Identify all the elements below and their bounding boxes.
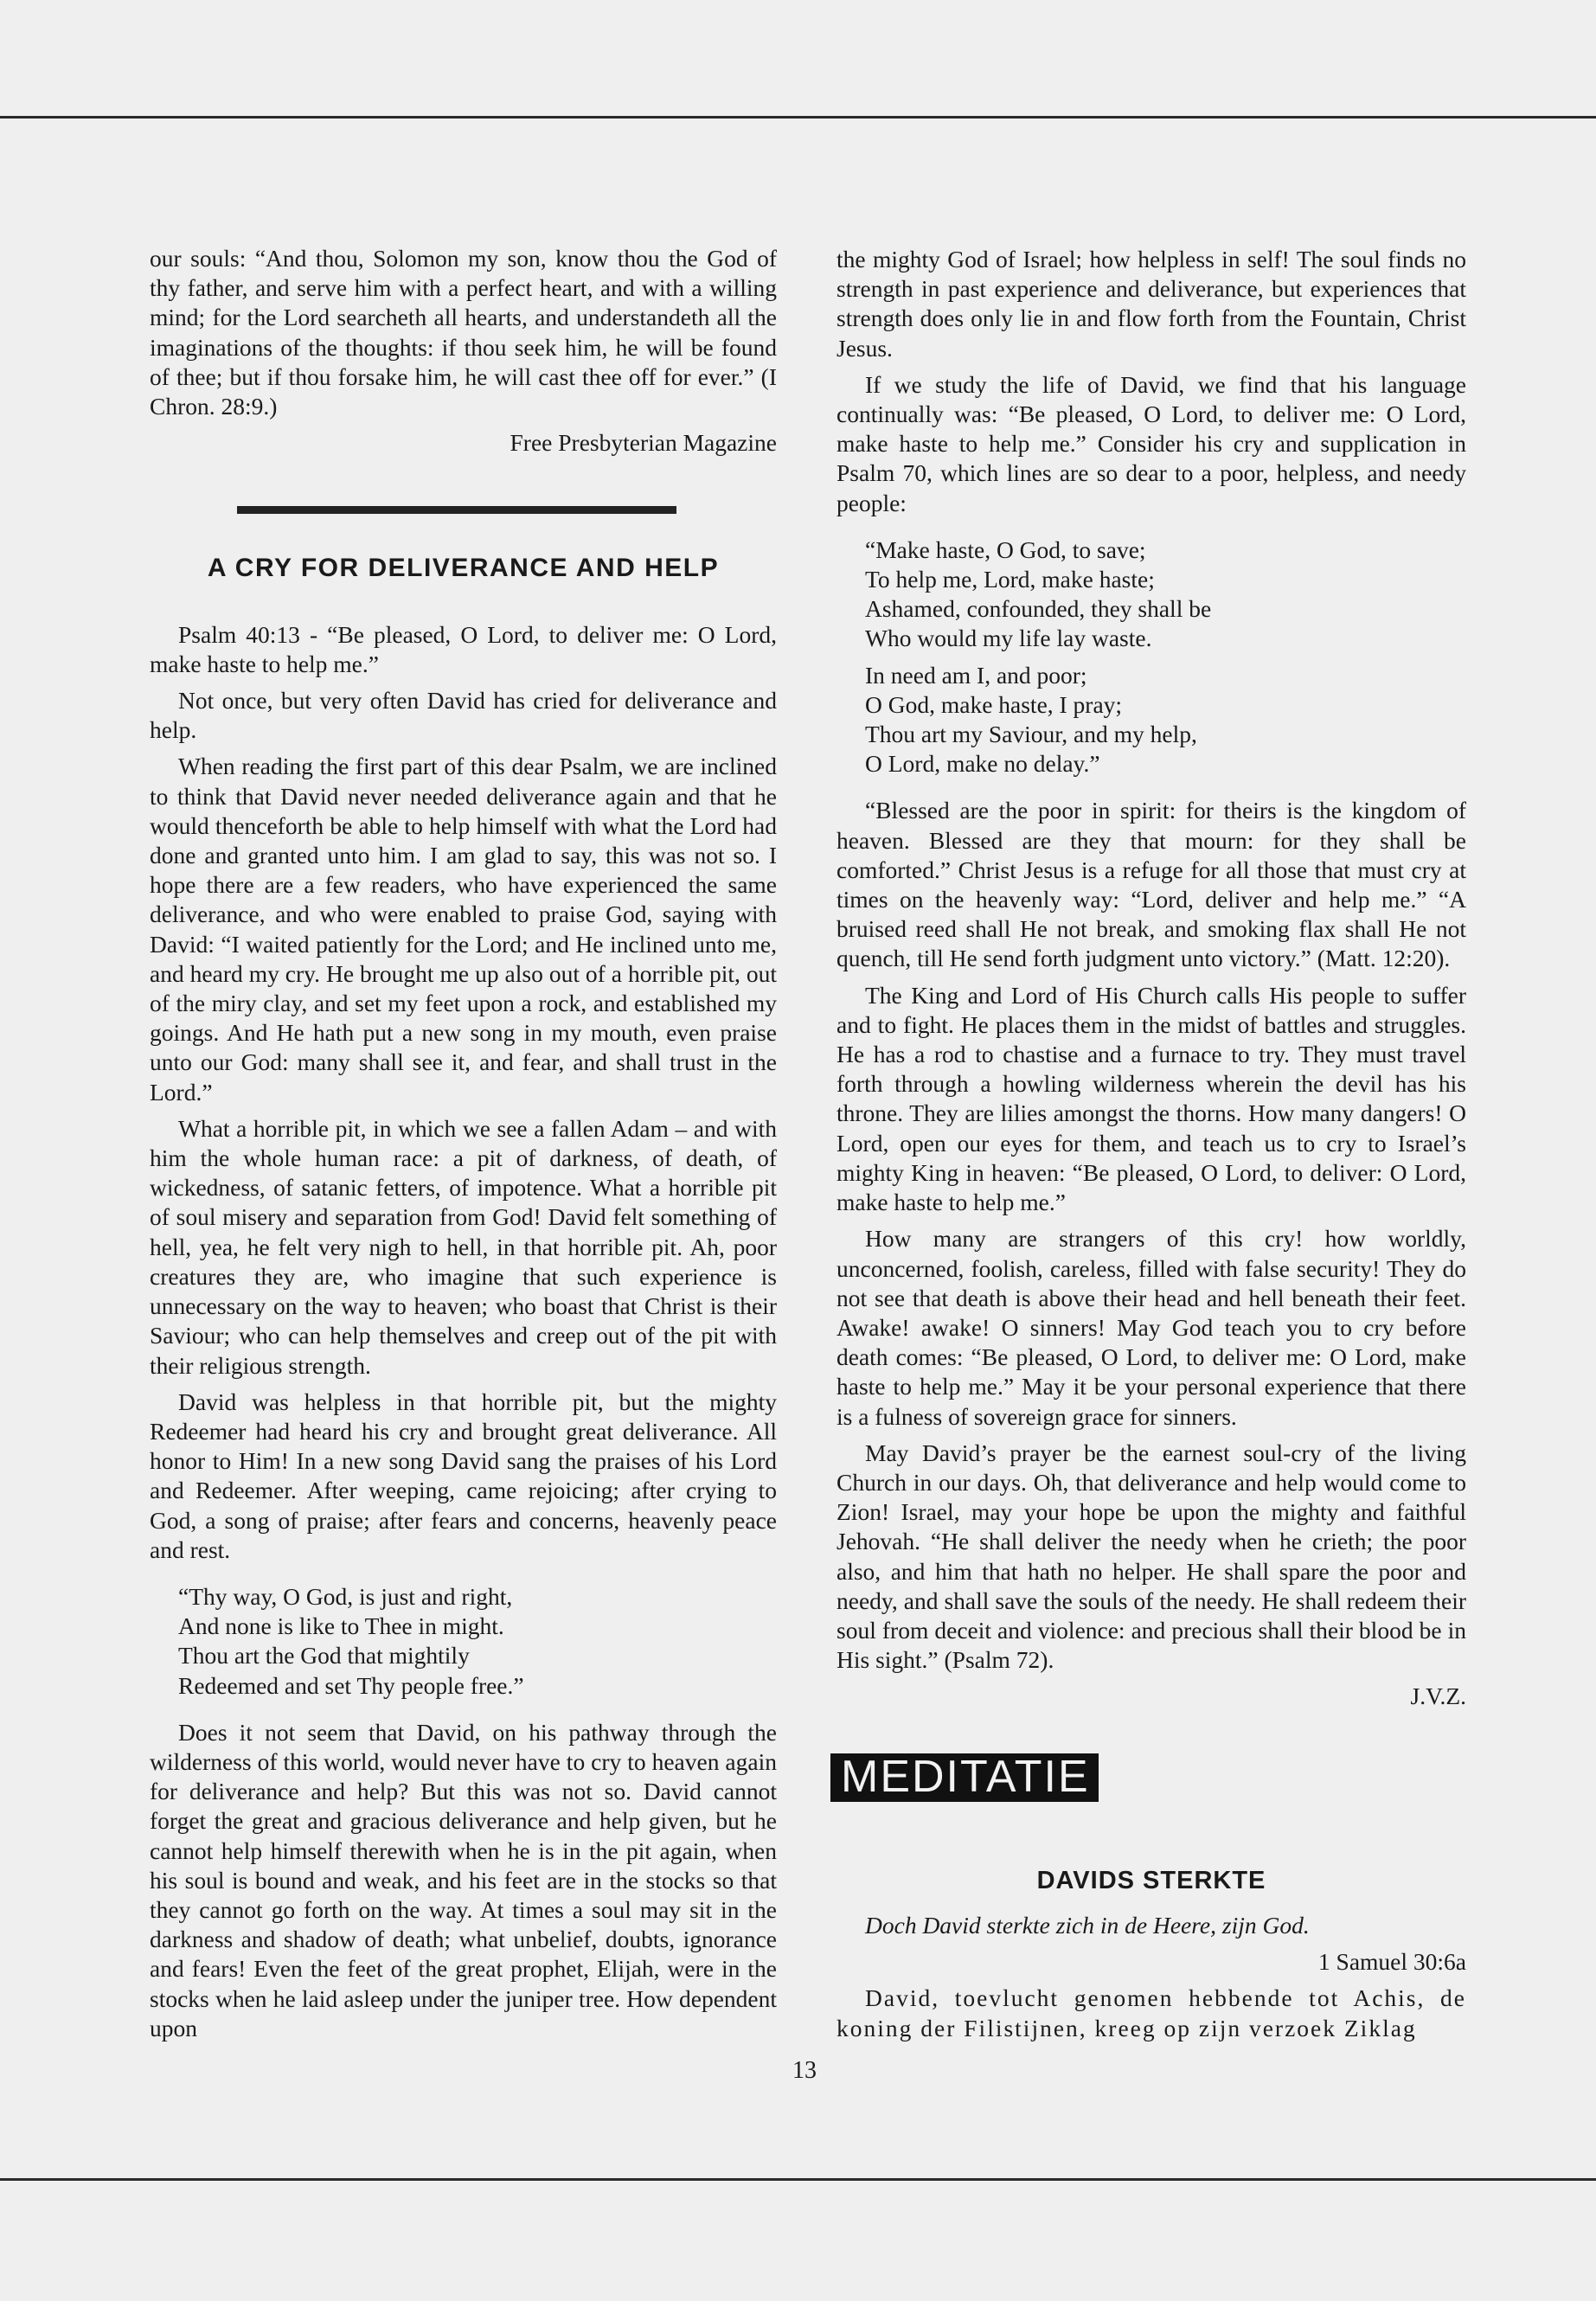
body-paragraph: If we study the life of David, we find that his language continually was: “Be pleased, O Lord, to deliver me: O Lord, make haste to help me.” Consider his cry and supplication in Psalm 70, which lines are so dear to a poor, helpless, and needy people:	[836, 370, 1466, 516]
section-divider	[237, 506, 676, 514]
poem-line: O God, make haste, I pray;	[865, 690, 1123, 718]
poem-line: Ashamed, confounded, they shall be	[865, 595, 1212, 623]
top-border-line	[0, 116, 1596, 119]
poem-line: “Make haste, O God, to save;	[865, 535, 1146, 563]
body-paragraph: the mighty God of Israel; how helpless in self! The soul finds no strength in past experience and deliverance, but experiences that strength does only lie in and flow forth from the Fountain, Christ Jesus.	[836, 246, 1466, 362]
body-paragraph: “Blessed are the poor in spirit: for theirs is the kingdom of heaven. Blessed are they that mourn: for they shall be comforted.” Christ Jesus is a refuge for all those that must cry at times on the heavenly way: “Lord, deliver and help me.” “A bruised reed shall He not break, and smoking flax shall He not quench, till He send forth judgment unto victory.” (Matt. 12:20).	[836, 797, 1466, 972]
page-number: 13	[792, 2057, 817, 2084]
poem-line: O Lord, make no delay.”	[865, 750, 1100, 778]
poem-line: In need am I, and poor;	[865, 661, 1087, 689]
body-paragraph: Psalm 40:13 - “Be pleased, O Lord, to deliver me: O Lord, make haste to help me.”	[150, 620, 777, 677]
body-paragraph: Not once, but very often David has cried for deliverance and help.	[150, 687, 777, 744]
poem-line: Who would my life lay waste.	[865, 625, 1152, 652]
body-paragraph: Does it not seem that David, on his pathway through the wilderness of this world, would never have to cry to heaven again for deliverance and help? But this was not so. David cannot forget the great and gracious deliverance and help given, but he cannot help himself therewith when he is in the pit again, when his soul is bound and weak, and his feet are in the stocks so that they cannot go forth on the way. At times a soul may sit in the darkness and shadow of death; what unbelief, doubts, ignorance and fears! Even the feet of the great prophet, Elijah, were in the stocks when he laid asleep under the juniper tree. How dependent upon	[150, 1718, 777, 2041]
intro-paragraph: our souls: “And thou, Solomon my son, know thou the God of thy father, and serve him with a perfect heart, and with a willing mind; for the Lord searcheth all hearts, and understandeth all the imaginations of the thoughts: if thou seek him, he will be found of thee; but if thou forsake him, he will cast thee off for ever.” (I Chron. 28:9.)	[150, 245, 777, 420]
left-column	[150, 244, 777, 2050]
psalm-poem-left	[178, 1582, 777, 1701]
body-paragraph: What a horrible pit, in which we see a fallen Adam – and with him the whole human race: a pit of darkness, of death, of wickedness, of satanic fetters, of impotence. What a horrible pit of soul misery and separation from God! David felt something of hell, yea, he felt very nigh to hell, in that horrible pit. Ah, poor creatures they are, who imagine that such experience is unnecessary on the way to heaven; who boast that Christ is their Saviour; who can help themselves and creep out of the pit with their religious strength.	[150, 1114, 777, 1379]
dutch-article-title: DAVIDS STERKTE	[1036, 1866, 1266, 1894]
meditatie-banner: MEDITATIE	[830, 1753, 1099, 1802]
body-paragraph: David was helpless in that horrible pit, but the mighty Redeemer had heard his cry and brought great deliverance. All honor to Him! In a new song David sang the praises of his Lord and Redeemer. After weeping, came rejoicing; after crying to God, a song of praise; after fears and concerns, heavenly peace and rest.	[150, 1388, 777, 1563]
scripture-motto: Doch David sterkte zich in de Heere, zijn God.	[865, 1911, 1310, 1939]
body-paragraph: May David’s prayer be the earnest soul-cry of the living Church in our days. Oh, that deliverance and help would come to Zion! Israel, may your hope be upon the mighty and faithful Jehovah. “He shall deliver the needy when he crieth; the poor also, and him that hath no helper. He shall spare the poor and needy, and shall save the souls of the needy. He shall redeem their soul from deceit and violence: and precious shall their blood be in His sight.” (Psalm 72).	[836, 1439, 1466, 1674]
body-paragraph: When reading the first part of this dear Psalm, we are inclined to think that David never needed deliverance again and that he would thenceforth be able to help himself with what the Lord had done and granted unto him. I am glad to say, this was not so. I hope there are a few readers, who have experienced the same deliverance, and who were enabled to praise God, saying with David: “I waited patiently for the Lord; and He inclined unto me, and heard my cry. He brought me up also out of a horrible pit, out of the miry clay, and set my feet upon a rock, and established my goings. And He hath put a new song in my mouth, even praise unto our God: many shall see it, and fear, and shall trust in the Lord.”	[150, 753, 777, 1106]
bottom-border-line	[0, 2178, 1596, 2181]
psalm-poem-right	[865, 535, 1466, 779]
dutch-body-paragraph: David, toevlucht genomen hebbende tot Achis, de koning der Filistijnen, kreeg op zijn verzoek Ziklag	[836, 1984, 1466, 2041]
author-signature: J.V.Z.	[1410, 1682, 1466, 1710]
body-paragraph: The King and Lord of His Church calls His people to suffer and to fight. He places them in the midst of battles and struggles. He has a rod to chastise and a furnace to try. They must travel forth through a howling wilderness wherein the devil has his throne. They are lilies amongst the thorns. How many dangers! O Lord, open our eyes for them, and teach us to cry to Israel’s mighty King in heaven: “Be pleased, O Lord, to deliver: O Lord, make haste to help me.”	[836, 981, 1466, 1216]
right-column	[836, 245, 1466, 2050]
poem-line: “Thy way, O God, is just and right,	[178, 1582, 513, 1610]
poem-line: Redeemed and set Thy people free.”	[178, 1671, 524, 1699]
poem-line: To help me, Lord, make haste;	[865, 566, 1155, 593]
scripture-reference: 1 Samuel 30:6a	[1317, 1948, 1466, 1976]
article-title: A CRY FOR DELIVERANCE AND HELP	[207, 554, 720, 583]
body-paragraph: How many are strangers of this cry! how worldly, unconcerned, foolish, careless, filled with false security! They do not see that death is above their head and hell beneath their feet. Awake! awake! O sinners! May God teach you to cry before death comes: “Be pleased, O Lord, to deliver me: O Lord, make haste to help me.” May it be your personal experience that there is a fulness of sovereign grace for sinners.	[836, 1225, 1466, 1430]
intro-source: Free Presbyterian Magazine	[510, 429, 777, 457]
poem-stanza	[865, 661, 1466, 779]
poem-line: Thou art the God that mightily	[178, 1642, 470, 1670]
poem-line: Thou art my Saviour, and my help,	[865, 721, 1197, 748]
poem-stanza	[865, 535, 1466, 654]
poem-line: And none is like to Thee in might.	[178, 1612, 504, 1640]
